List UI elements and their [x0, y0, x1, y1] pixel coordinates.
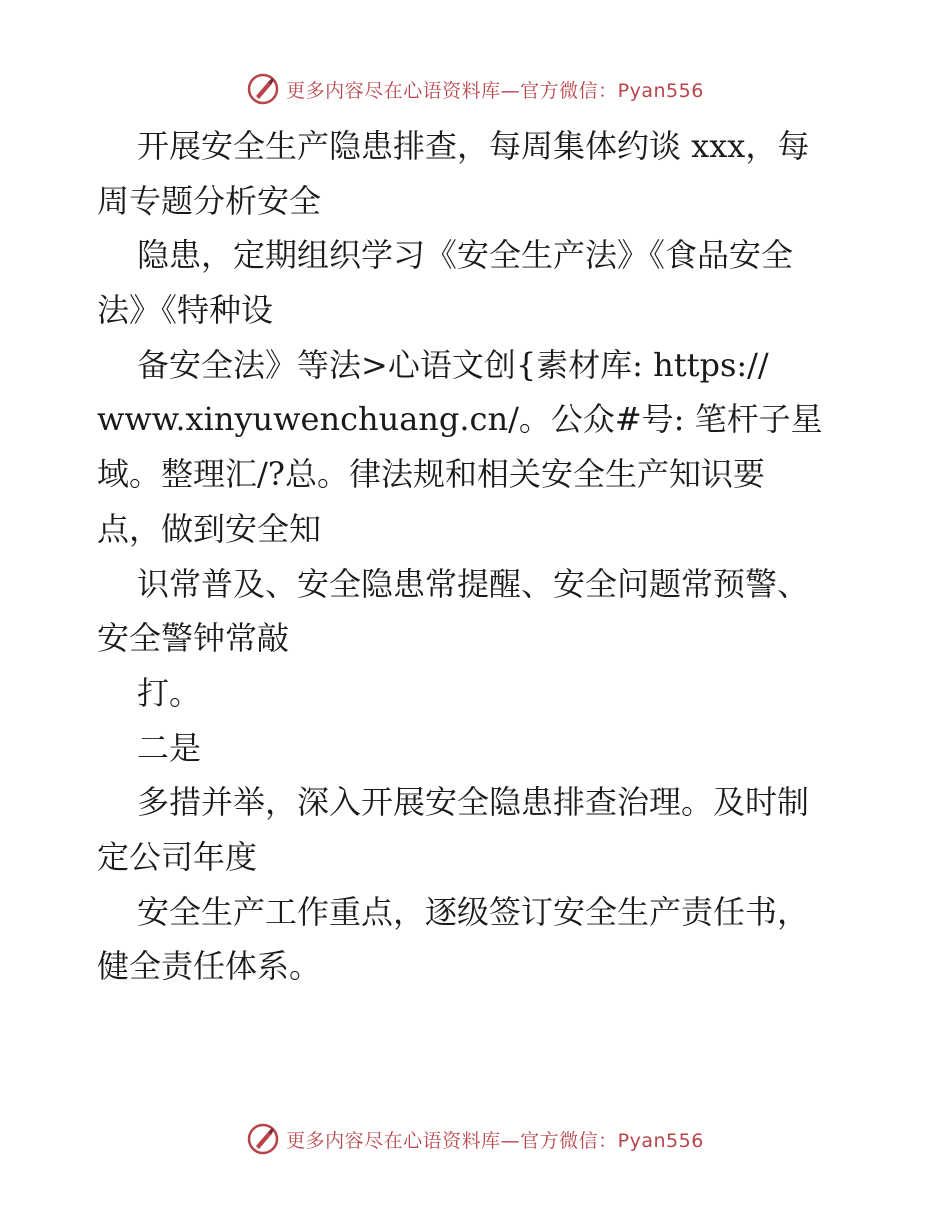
- footer-banner-text: 更多内容尽在心语资料库—官方微信：Pyan556: [286, 1129, 704, 1152]
- brand-logo-icon: [246, 1122, 280, 1156]
- footer-banner: [0, 1122, 950, 1156]
- text-line: 识常普及、安全隐患常提醒、安全问题常预警、: [137, 564, 810, 603]
- text-line: 周专题分析安全: [97, 181, 322, 220]
- text-line: 二是: [137, 728, 202, 767]
- text-line: 域。整理汇/?总。律法规和相关安全生产知识要: [97, 455, 765, 494]
- text-line: 打。: [137, 673, 202, 712]
- header-banner: [0, 72, 950, 106]
- text-line: 健全责任体系。: [97, 947, 322, 986]
- text-line: 安全警钟常敲: [97, 619, 290, 658]
- text-line: 隐患，定期组织学习《安全生产法》《食品安全: [137, 236, 794, 275]
- brand-logo-icon: [246, 72, 280, 106]
- text-line: www.xinyuwenchuang.cn/。公众#号: 笔杆子星: [97, 400, 823, 439]
- text-line: 多措并举，深入开展安全隐患排查治理。及时制: [137, 783, 810, 822]
- text-line: 开展安全生产隐患排查，每周集体约谈 xxx，每: [137, 127, 810, 165]
- text-line: 安全生产工作重点，逐级签订安全生产责任书，: [137, 892, 810, 931]
- document-body: [97, 119, 857, 994]
- header-banner-text: 更多内容尽在心语资料库—官方微信：Pyan556: [286, 79, 704, 102]
- text-line: 备安全法》等法>心语文创{素材库: https://: [137, 345, 769, 384]
- text-line: 点，做到安全知: [97, 509, 322, 548]
- text-line: 法》《特种设: [97, 291, 274, 330]
- text-line: 定公司年度: [97, 837, 258, 876]
